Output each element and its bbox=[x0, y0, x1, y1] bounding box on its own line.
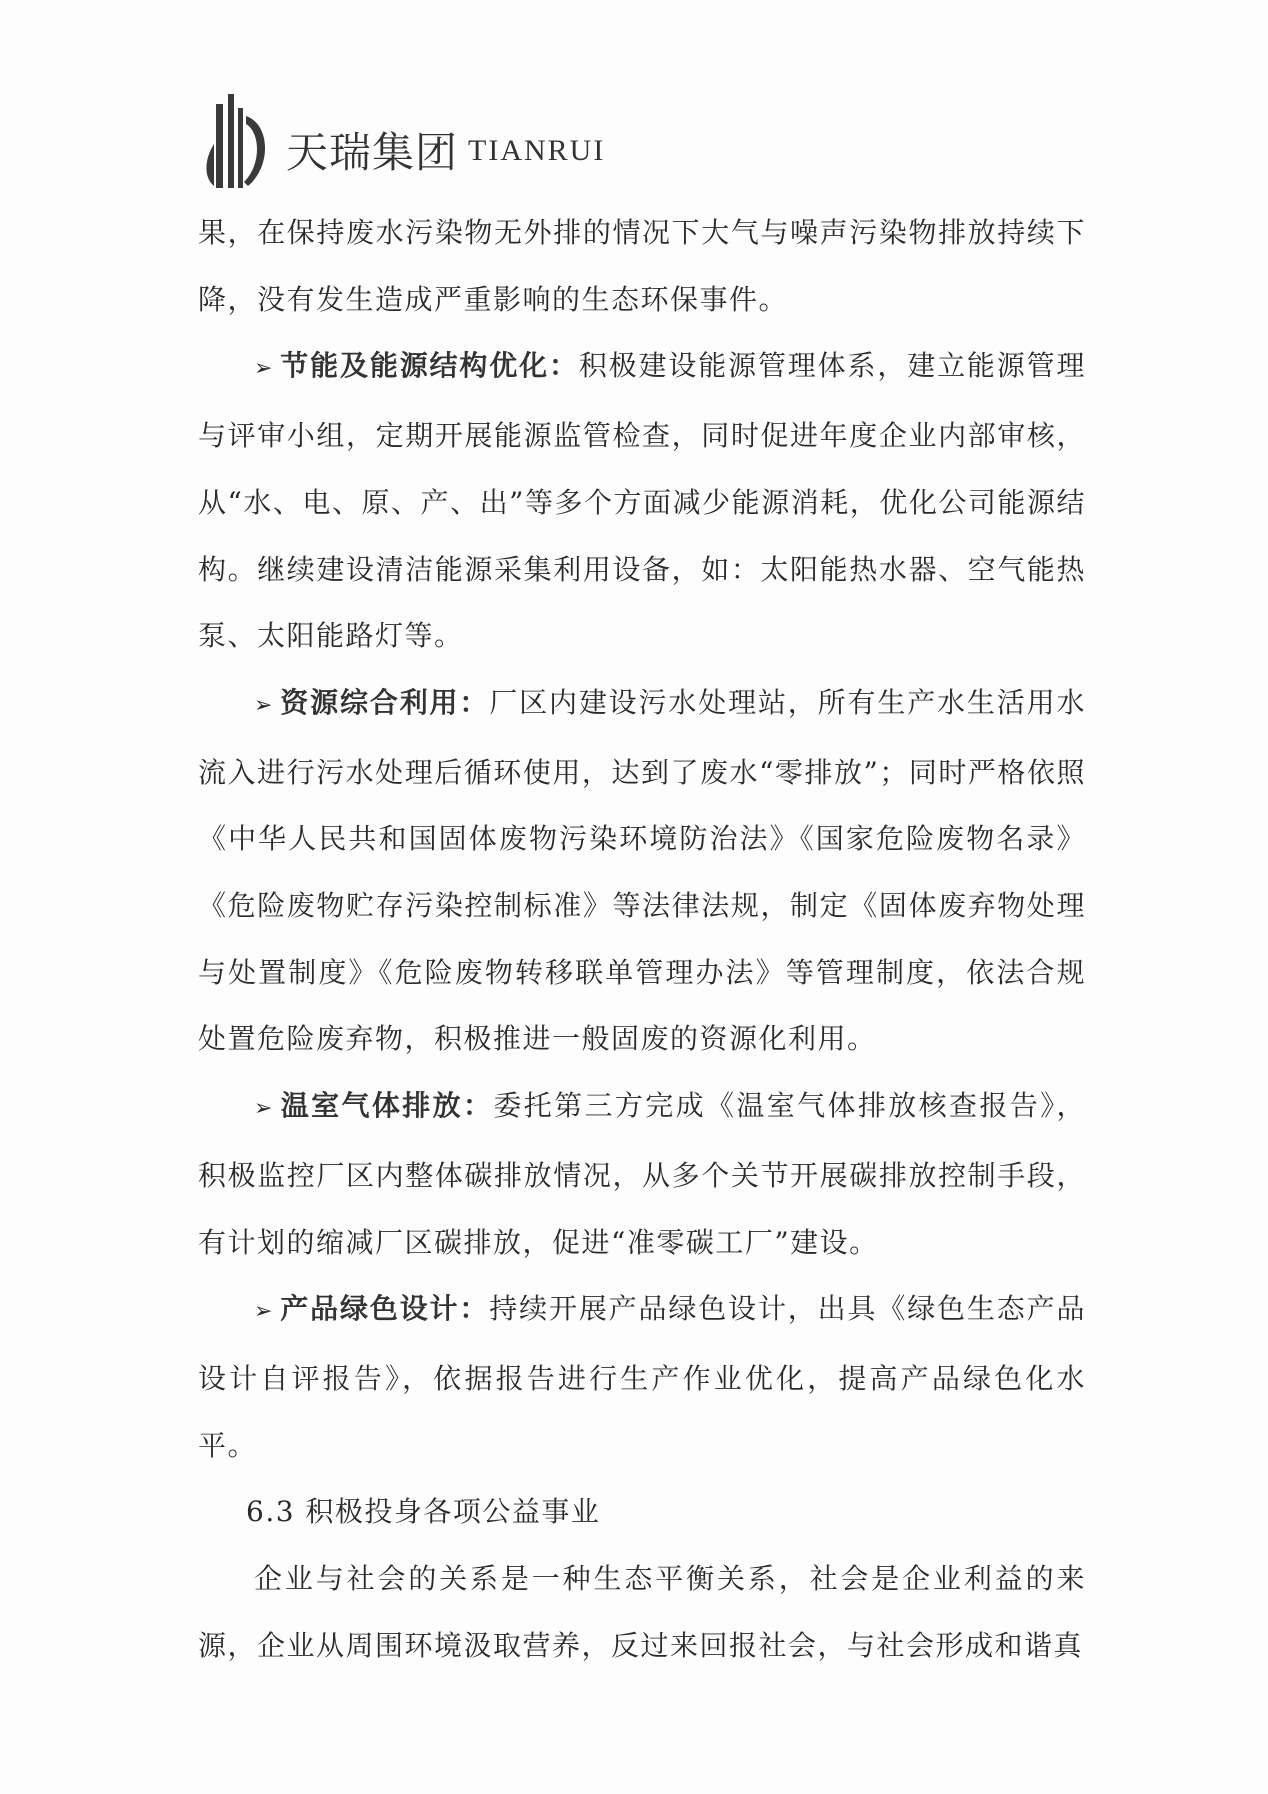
bullet-paragraph-energy bbox=[198, 333, 1086, 670]
bullet-text: 委托第三方完成《温室气体排放核查报告》，积极监控厂区内整体碳排放情况，从多个关节开展碳排放控制手段，有计划的缩减厂区碳排放，促进“准零碳工厂”建设。 bbox=[198, 1089, 1086, 1259]
arrow-bullet-icon: ➢ bbox=[254, 356, 274, 382]
bullet-heading: 产品绿色设计： bbox=[279, 1292, 490, 1326]
tianrui-logo-icon bbox=[200, 86, 280, 194]
arrow-bullet-icon: ➢ bbox=[254, 692, 274, 718]
bullet-paragraph-green-design bbox=[198, 1276, 1086, 1479]
bullet-paragraph-resources bbox=[198, 670, 1086, 1073]
section-heading: 6.3 积极投身各项公益事业 bbox=[246, 1495, 601, 1529]
document-body bbox=[198, 200, 1086, 1679]
brand-name-cn: 天瑞集团 bbox=[286, 128, 459, 177]
brand-name-en: TIANRUI bbox=[468, 134, 606, 167]
bullet-heading: 节能及能源结构优化： bbox=[279, 349, 579, 383]
bullet-heading: 温室气体排放： bbox=[279, 1089, 494, 1123]
page-header bbox=[200, 86, 620, 196]
arrow-bullet-icon: ➢ bbox=[254, 1299, 274, 1325]
section-paragraph: 企业与社会的关系是一种生态平衡关系，社会是企业利益的来源，企业从周围环境汲取营养，反过来回报社会，与社会形成和谐真 bbox=[198, 1562, 1086, 1662]
bullet-text: 持续开展产品绿色设计，出具《绿色生态产品设计自评报告》，依据报告进行生产作业优化，提高产品绿色化水平。 bbox=[198, 1292, 1086, 1462]
bullet-heading: 资源综合利用： bbox=[279, 685, 490, 719]
arrow-bullet-icon: ➢ bbox=[254, 1096, 274, 1122]
bullet-paragraph-ghg bbox=[198, 1073, 1086, 1276]
continuation-paragraph: 果，在保持废水污染物无外排的情况下大气与噪声污染物排放持续下降，没有发生造成严重影响的生态环保事件。 bbox=[198, 216, 1086, 316]
bullet-text: 厂区内建设污水处理站，所有生产水生活用水流入进行污水处理后循环使用，达到了废水“零排放”；同时严格依照《中华人民共和国固体废物污染环境防治法》《国家危险废物名录》《危险废物贮存污染控制标准》等法律法规，制定《固体废弃物处理与处置制度》《危险废物转移联单管理办法》等管理制度，依法合规处置危险废弃物，积极推进一般固废的资源化利用。 bbox=[198, 685, 1086, 1056]
bullet-text: 积极建设能源管理体系，建立能源管理与评审小组，定期开展能源监管检查，同时促进年度企业内部审核，从“水、电、原、产、出”等多个方面减少能源消耗，优化公司能源结构。继续建设清洁能源采集利用设备，如：太阳能热水器、空气能热泵、太阳能路灯等。 bbox=[198, 349, 1086, 653]
